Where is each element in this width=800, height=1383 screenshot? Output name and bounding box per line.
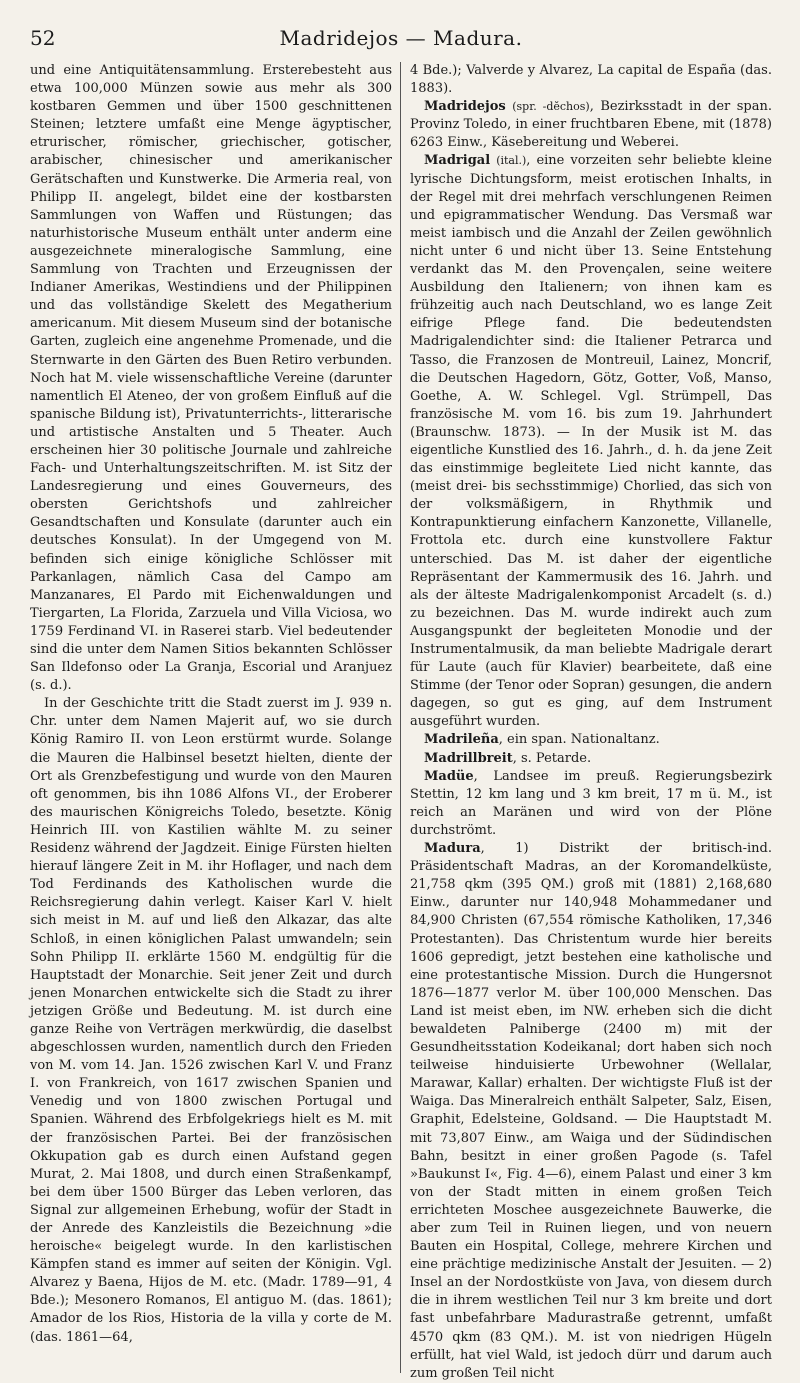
entry xyxy=(410,731,772,749)
text-columns xyxy=(30,62,772,1383)
entry-headword: Madüe xyxy=(424,768,474,784)
entry-text: , 1) Distrikt der britisch-ind. Präsidentschaft Madras, an der Koromandelküste, 21,758 qkm (395 QM.) groß mit (1881) 2,168,680 Einw., darunter nur 140,948 Mohammedaner und 84,900 Christen (67,554 römische Katholiken, 17,346 Protestanten). Das Christentum wurde hier bereits 1606 gepredigt, jetzt bestehen eine katholische und eine protestantische Mission. Durch die Hungersnot 1876—1877 verlor M. über 100,000 Menschen. Das Land ist meist eben, im NW. erheben sich die dicht bewaldeten Palniberge (2400 m) mit der Gesundheitsstation Kodeikanal; dort haben sich noch teilweise hinduisierte Urbewohner (Wellalar, Marawar, Kallar) erhalten. Der wichtigste Fluß ist der Waiga. Das Mineralreich enthält Salpeter, Salz, Eisen, Graphit, Edelsteine, Goldsand. — Die Hauptstadt M. mit 73,807 Einw., am Waiga und der Südindischen Bahn, besitzt in einer großen Pagode (s. Tafel »Baukunst I«, Fig. 4—6), einem Palast und einer 3 km von der Stadt mitten in einem großen Teich errichteten Moschee ausgezeichnete Bauwerke, die aber zum Teil in Ruinen liegen, und von neuern Bauten ein Hospital, College, mehrere Kirchen und eine prächtige medizinische Anstalt der Jesuiten. — 2) Insel an der Nordostküste von Java, von diesem durch die in ihrem westlichen Teil nur 3 km breite und dort fast unbefahrbare Madurastraße getrennt, umfaßt 4570 qkm (83 QM.). M. ist von niedrigen Hügeln erfüllt, hat viel Wald, ist jedoch dürr und darum auch zum großen Teil nicht xyxy=(410,841,772,1381)
entry xyxy=(410,152,772,731)
entry-text: , Landsee im preuß. Regierungsbezirk Stettin, 12 km lang und 3 km breit, 17 m ü. M., ist reich an Maränen und wird von der Plöne durchströmt. xyxy=(410,768,772,838)
page-number: 52 xyxy=(30,26,56,50)
right-column xyxy=(410,62,772,1383)
paragraph: In der Geschichte tritt die Stadt zuerst im J. 939 n. Chr. unter dem Namen Majerit auf, wo sie durch König Ramiro II. von Leon erstürmt wurde. Solange die Mauren die Halbinsel besetzt hielten, diente der Ort als Grenzbefestigung und wurde von den Mauren oft genommen, bis ihn 1086 Alfons VI., der Eroberer des maurischen Königreichs Toledo, besetzte. König Heinrich III. von Kastilien wählte M. zu seiner Residenz während der Jagdzeit. Einige Fürsten hielten hierauf längere Zeit in M. ihr Hoflager, und nach dem Tod Ferdinands des Katholischen wurde die Reichsregierung dahin verlegt. Kaiser Karl V. hielt sich meist in M. auf und ließ den Alkazar, das alte Schloß, in einen königlichen Palast umwandeln; sein Sohn Philipp II. erklärte 1560 M. endgültig für die Hauptstadt der Monarchie. Seit jener Zeit und durch jenen Monarchen entwickelte sich die Stadt zu ihrer jetzigen Größe und Bedeutung. M. ist durch eine ganze Reihe von Verträgen merkwürdig, die daselbst abgeschlossen wurden, namentlich durch den Frieden von M. vom 14. Jan. 1526 zwischen Karl V. und Franz I. von Frankreich, von 1617 zwischen Spanien und Venedig und von 1800 zwischen Portugal und Spanien. Während des Erbfolgekriegs hielt es M. mit der französischen Partei. Bei der französischen Okkupation gab es durch einen Aufstand gegen Murat, 2. Mai 1808, und durch einen Straßenkampf, bei dem über 1500 Bürger das Leben verloren, das Signal zur allgemeinen Erhebung, wofür der Stadt in der Anrede des Kanzleistils die Bezeichnung »die heroische« beigelegt wurde. In den karlistischen Kämpfen stand es immer auf seiten der Königin. Vgl. Alvarez y Baena, Hijos de M. etc. (Madr. 1789—91, 4 Bde.); Mesonero Romanos, El antiguo M. (das. 1861); Amador de los Rios, Historia de la villa y corte de M. (das. 1861—64, xyxy=(30,696,392,1345)
entry-text: 4 Bde.); Valverde y Alvarez, La capital de España (das. 1883). xyxy=(410,63,772,97)
entry-headword: Madrileña xyxy=(424,732,499,748)
entry-text: , s. Petarde. xyxy=(512,750,592,766)
page-header xyxy=(30,18,772,62)
entry-headword: Madura xyxy=(424,841,481,857)
entry-pronunciation: (ital.) xyxy=(496,154,527,168)
entry xyxy=(410,98,772,152)
entry xyxy=(410,768,772,840)
entry xyxy=(410,840,772,1383)
column-divider xyxy=(400,62,401,1373)
entry-headword: Madridejos xyxy=(424,99,506,115)
entry xyxy=(410,750,772,768)
entry-text: , ein span. Nationaltanz. xyxy=(498,732,660,748)
entry-text: , Bezirksstadt in der span. Provinz Toledo, in einer fruchtbaren Ebene, mit (1878) 6263 Einw., Käsebereitung und Weberei. xyxy=(410,99,772,151)
left-column xyxy=(30,62,392,1383)
paragraph: und eine Antiquitätensammlung. Ersterebesteht aus etwa 100,000 Münzen sowie aus mehr als 300 kostbaren Gemmen und über 1500 geschnittenen Steinen; letztere umfaßt eine Menge ägyptischer, etrurischer, römischer, griechischer, gotischer, arabischer, chinesischer und amerikanischer Gerätschaften und Kunstwerke. Die Armeria real, von Philipp II. angelegt, bildet eine der kostbarsten Sammlungen von Waffen und Rüstungen; das naturhistorische Museum enthält unter anderm eine ausgezeichnete mineralogische Sammlung, eine Sammlung von Trachten und Erzeugnissen der Indianer Amerikas, Westindiens und der Philippinen und das vollständige Skelett des Megatherium americanum. Mit diesem Museum sind der botanische Garten, zugleich eine angenehme Promenade, und die Sternwarte in den Gärten des Buen Retiro verbunden. Noch hat M. viele wissenschaftliche Vereine (darunter namentlich El Ateneo, der von großem Einfluß auf die spanische Bildung ist), Privatunterrichts-, litterarische und artistische Anstalten und 5 Theater. Auch erscheinen hier 30 politische Journale und zahlreiche Fach- und Unterhaltungszeitschriften. M. ist Sitz der Landesregierung und eines Gouverneurs, des obersten Gerichtshofs und zahlreicher Gesandtschaften und Konsulate (darunter auch ein deutsches Konsulat). In der Umgegend von M. befinden sich einige königliche Schlösser mit Parkanlagen, nämlich Casa del Campo am Manzanares, El Pardo mit Eichenwaldungen und Tiergarten, La Florida, Zarzuela und Villa Viciosa, wo 1759 Ferdinand VI. in Raserei starb. Viel bedeutender sind die unter dem Namen Sitios bekannten Schlösser San Ildefonso oder La Granja, Escorial und Aranjuez (s. d.). xyxy=(30,63,392,694)
entry-text: , eine vorzeiten sehr beliebte kleine lyrische Dichtungsform, meist erotischen Inhalts, in der Regel mit drei mehrfach verschlungenen Reimen und epigrammatischer Wendung. Das Versmaß war meist iambisch und die Anzahl der Zeilen gewöhnlich nicht unter 6 und nicht über 13. Seine Entstehung verdankt das M. den Provençalen, seine weitere Ausbildung den Italienern; von ihnen kam es frühzeitig auch nach Deutschland, wo es lange Zeit eifrige Pflege fand. Die bedeutendsten Madrigalendichter sind: die Italiener Petrarca und Tasso, die Franzosen de Montreuil, Lainez, Moncrif, die Deutschen Hagedorn, Götz, Gotter, Voß, Manso, Goethe, A. W. Schlegel. Vgl. Strümpell, Das französische M. vom 16. bis zum 19. Jahrhundert (Braunschw. 1873). — In der Musik ist M. das eigentliche Kunstlied des 16. Jahrh., d. h. da jene Zeit das einstimmige begleitete Lied nicht kannte, das (meist drei- bis sechsstimmige) Chorlied, das sich von der volksmäßigern, in Rhythmik und Kontrapunktierung einfachern Kanzonette, Villanelle, Frottola etc. durch eine kunstvollere Faktur unterschied. Das M. ist daher der eigentliche Repräsentant der Kammermusik des 16. Jahrh. und als der älteste Madrigalenkomponist Arcadelt (s. d.) zu bezeichnen. Das M. wurde indirekt auch zum Ausgangspunkt der begleiteten Monodie und der Instrumentalmusik, da man beliebte Madrigale derart für Laute (auch für Klavier) bearbeitete, daß eine Stimme (der Tenor oder Sopran) gesungen, die andern dagegen, so gut es ging, auf dem Instrument ausgeführt wurden. xyxy=(410,153,773,730)
entry-headword: Madrillbreit xyxy=(424,750,513,766)
entry xyxy=(410,62,772,98)
entry-headword: Madrigal xyxy=(424,153,491,169)
running-head: Madridejos — Madura. xyxy=(279,26,523,50)
entry-pronunciation: (spr. -dĕchos) xyxy=(512,100,590,114)
